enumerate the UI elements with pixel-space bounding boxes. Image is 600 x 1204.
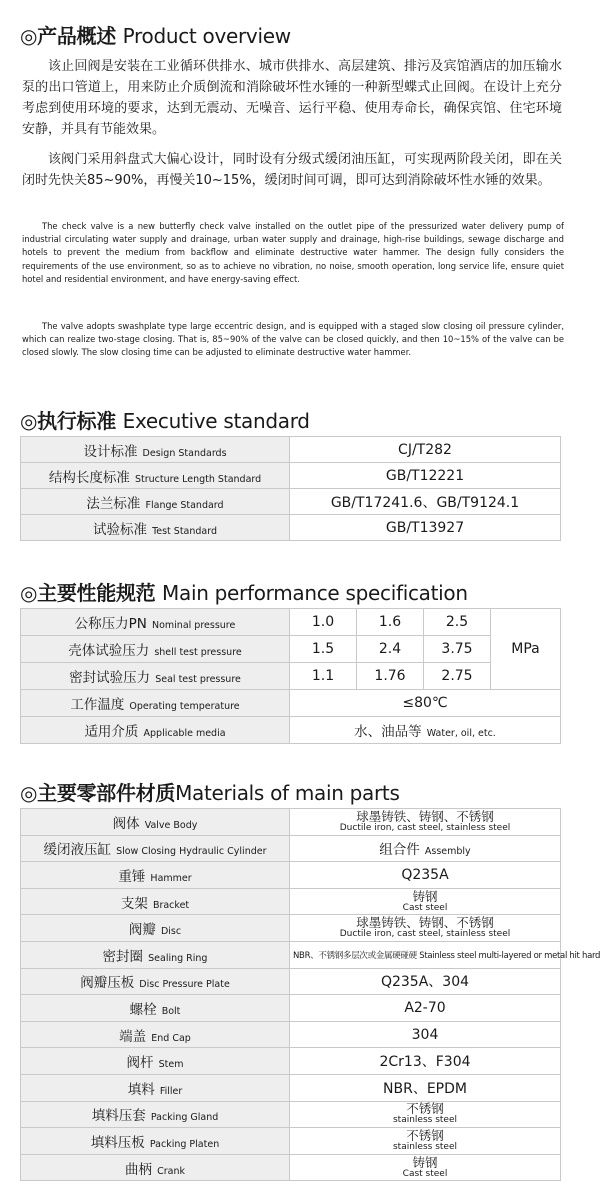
table-row [21,663,561,690]
spec-label: 工作温度 Operating temperature [21,690,290,717]
part-label: 填料压板 Packing Platen [21,1128,290,1155]
part-label: 阀杆 Stem [21,1048,290,1075]
part-label: 填料 Filler [21,1074,290,1101]
table-row [21,1154,561,1181]
spec-value: 3.75 [424,636,491,663]
standard-value: GB/T12221 [290,463,561,489]
materials-table [20,808,600,1181]
part-label: 支架 Bracket [21,888,290,915]
spec-label: 适用介质 Applicable media [21,717,290,744]
material-value: 球墨铸铁、铸钢、不锈钢 Ductile iron, cast steel, stainless steel [290,809,561,836]
executive-standard-table [20,436,561,541]
part-label: 端盖 End Cap [21,1021,290,1048]
table-row [21,1021,561,1048]
spec-value: 2.5 [424,609,491,636]
table-row [21,1074,561,1101]
overview-title-cn: ◎产品概述 [20,24,116,48]
temperature-value: ≤80℃ [290,690,561,717]
spec-value: 1.5 [290,636,357,663]
material-value: 2Cr13、F304 [290,1048,561,1075]
table-row [21,888,561,915]
part-label: 阀体 Valve Body [21,809,290,836]
performance-title-cn: ◎主要性能规范 [20,581,156,605]
executive-title-cn: ◎执行标准 [20,409,116,433]
standard-value: CJ/T282 [290,437,561,463]
part-label: 曲柄 Crank [21,1154,290,1181]
table-row [21,636,561,663]
standard-label: 结构长度标准 Structure Length Standard [21,463,290,489]
material-value: 铸钢 Cast steel [290,1154,561,1181]
table-row [21,835,561,862]
material-value: 不锈钢 stainless steel [290,1128,561,1155]
unit-cell: MPa [491,609,561,690]
table-row [21,609,561,636]
standard-value: GB/T17241.6、GB/T9124.1 [290,489,561,515]
overview-paragraph-1-cn: 该止回阀是安装在工业循环供排水、城市供排水、高层建筑、排污及宾馆酒店的加压输水泵的出口管道上，用来防止介质倒流和消除破坏性水锤的一种新型蝶式止回阀。在设计上充分考虑到使用环境的要求，达到无震动、无噪音、运行平稳、使用寿命长，确保宾馆、住宅环境安静，并具有节能效果。 [22,59,562,137]
material-value: 304 [290,1021,561,1048]
table-row [21,809,561,836]
part-label: 密封圈 Sealing Ring [21,941,290,968]
overview-paragraph-1-en: The check valve is a new butterfly check valve installed on the outlet pipe of the pressurized water delivery pump of industrial circulating water supply and drainage, urban water supply and drainage, high-rise buildings, sewage discharge and hotels to prevent the medium from backflow and eliminate destructive water hammer. The design fully considers the requirements of the use environment, so as to achieve no vibration, no noise, smooth operation, long service life, ensure quiet hotel and residential environment, and have energy-saving effect. [22,221,564,284]
table-row [21,941,561,968]
spec-value: 1.1 [290,663,357,690]
table-row [21,515,561,541]
materials-heading [20,777,400,806]
table-row [21,690,561,717]
media-value: 水、油品等 Water, oil, etc. [290,717,561,744]
spec-label: 壳体试验压力 shell test pressure [21,636,290,663]
materials-title-en: Materials of main parts [175,781,400,805]
table-row [21,463,561,489]
standard-label: 法兰标准 Flange Standard [21,489,290,515]
part-label: 阀瓣 Disc [21,915,290,942]
material-value: NBR、EPDM [290,1074,561,1101]
performance-table [20,608,561,744]
material-value: 球墨铸铁、铸钢、不锈钢 Ductile iron, cast steel, stainless steel [290,915,561,942]
part-label: 缓闭液压缸 Slow Closing Hydraulic Cylinder [21,835,290,862]
executive-title-en: Executive standard [122,409,310,433]
overview-paragraph-2-cn: 该阀门采用斜盘式大偏心设计，同时设有分级式缓闭油压缸，可实现两阶段关闭，即在关闭时先快关85~90%，再慢关10~15%，缓闭时间可调，即可达到消除破坏性水锤的效果。 [22,152,562,188]
table-row [21,915,561,942]
table-row [21,1128,561,1155]
spec-label: 公称压力PN Nominal pressure [21,609,290,636]
table-row [21,437,561,463]
part-label: 填料压套 Packing Gland [21,1101,290,1128]
performance-heading [20,577,468,606]
executive-heading [20,405,310,434]
standard-label: 设计标准 Design Standards [21,437,290,463]
material-value: Q235A、304 [290,968,561,995]
spec-value: 2.4 [357,636,424,663]
table-row [21,995,561,1022]
table-row [21,717,561,744]
spec-value: 1.0 [290,609,357,636]
overview-paragraph-2-en: The valve adopts swashplate type large eccentric design, and is equipped with a staged slow closing oil pressure cylinder, which can realize two-stage closing. That is, 85~90% of the valve can be closed quickly, and then 10~15% of the valve can be closed slowly. The slow closing time can be adjusted to eliminate destructive water hammer. [22,321,564,358]
table-row [21,1048,561,1075]
part-label: 螺栓 Bolt [21,995,290,1022]
material-value: 铸钢 Cast steel [290,888,561,915]
overview-title-en: Product overview [122,24,291,48]
spec-value: 1.76 [357,663,424,690]
material-value: NBR、不锈钢多层次或金属硬碰硬 Stainless steel multi-layered or metal hit hard [290,941,561,968]
standard-label: 试验标准 Test Standard [21,515,290,541]
material-value: 不锈钢 stainless steel [290,1101,561,1128]
table-row [21,489,561,515]
performance-title-en: Main performance specification [162,581,468,605]
part-label: 阀瓣压板 Disc Pressure Plate [21,968,290,995]
spec-value: 2.75 [424,663,491,690]
table-row [21,968,561,995]
table-row [21,862,561,889]
spec-label: 密封试验压力 Seal test pressure [21,663,290,690]
overview-heading [20,20,291,49]
standard-value: GB/T13927 [290,515,561,541]
table-row [21,1101,561,1128]
material-value: Q235A [290,862,561,889]
materials-title-cn: ◎主要零部件材质 [20,781,176,805]
material-value: 组合件 Assembly [290,835,561,862]
spec-value: 1.6 [357,609,424,636]
material-value: A2-70 [290,995,561,1022]
part-label: 重锤 Hammer [21,862,290,889]
